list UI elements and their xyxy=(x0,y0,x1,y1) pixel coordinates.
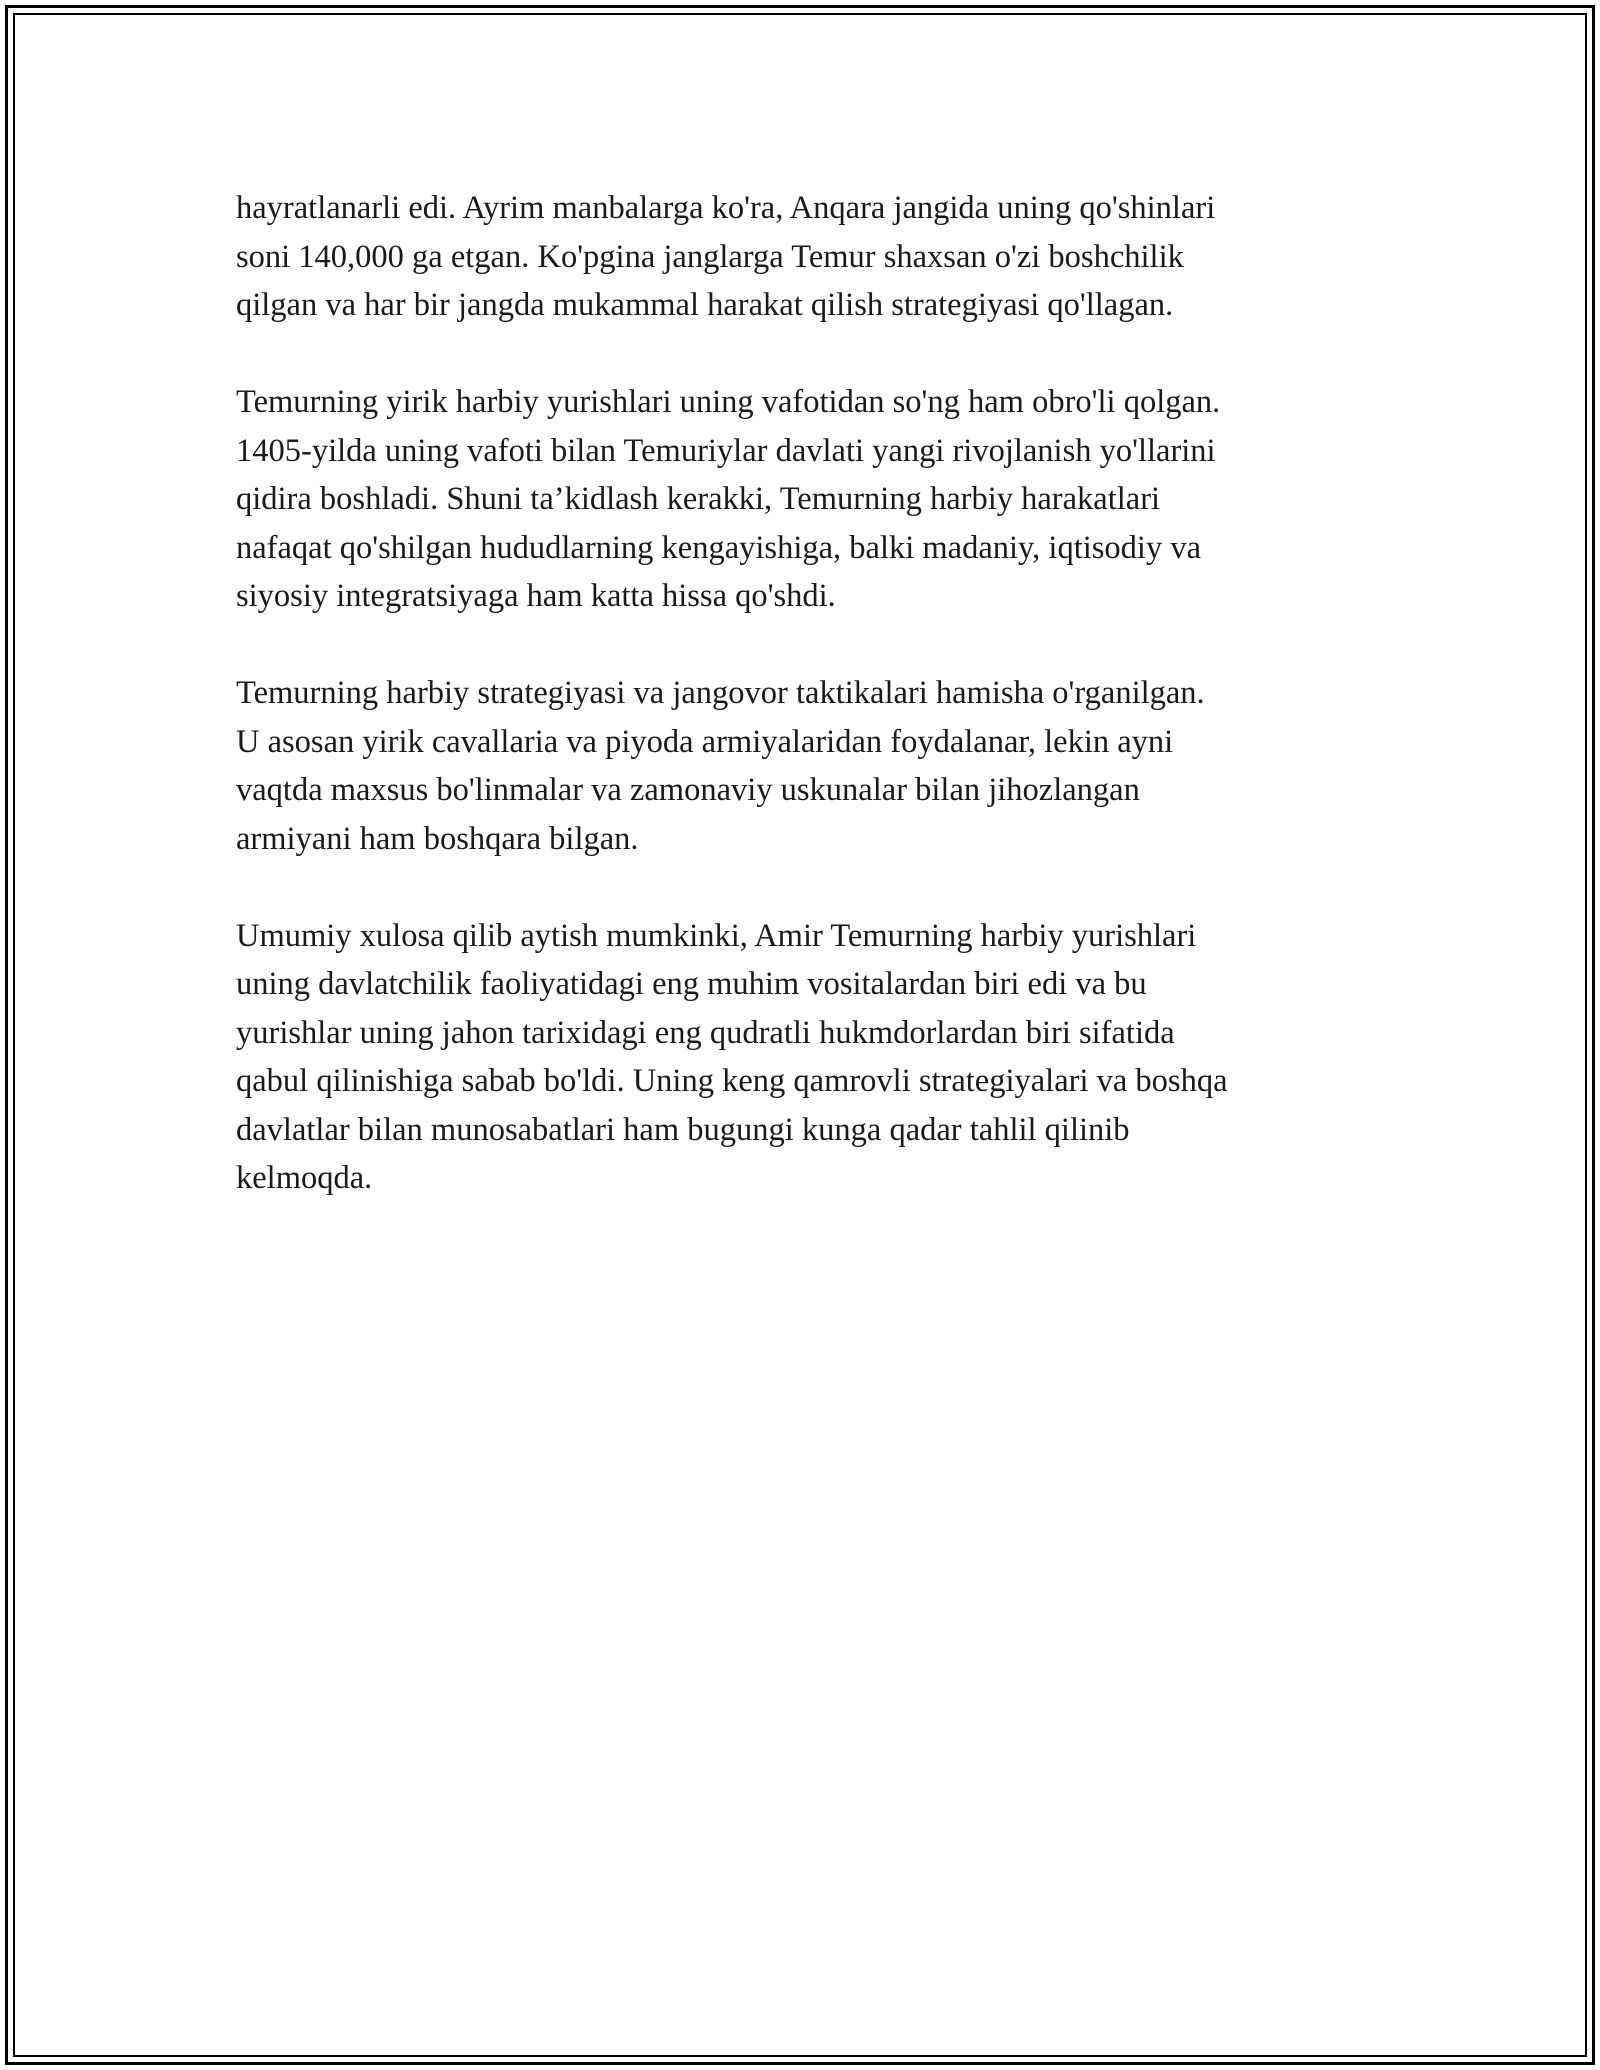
text-line: Temurning yirik harbiy yurishlari uning vafotidan so'ng ham obro'li qolgan. xyxy=(236,384,1221,420)
paragraph-3 xyxy=(236,669,1386,863)
text-line: qilgan va har bir jangda mukammal harakat qilish strategiyasi qo'llagan. xyxy=(236,287,1174,323)
text-line: hayratlanarli edi. Ayrim manbalarga ko'ra, Anqara jangida uning qo'shinlari xyxy=(236,190,1216,226)
text-line: soni 140,000 ga etgan. Ko'pgina janglarga Temur shaxsan o'zi boshchilik xyxy=(236,238,1184,275)
document-body xyxy=(236,184,1386,1251)
text-line: vaqtda maxsus bo'linmalar va zamonaviy uskunalar bilan jihozlangan xyxy=(236,772,1140,808)
text-line: nafaqat qo'shilgan hududlarning kengayishiga, balki madaniy, iqtisodiy va xyxy=(236,529,1202,566)
text-line: davlatlar bilan munosabatlari ham bugungi kunga qadar tahlil qilinib xyxy=(236,1111,1130,1148)
text-line: 1405-yilda uning vafoti bilan Temuriylar davlati yangi rivojlanish yo'llarini xyxy=(236,432,1216,469)
text-line: yurishlar uning jahon tarixidagi eng qudratli hukmdorlardan biri sifatida xyxy=(236,1014,1175,1051)
text-line: qabul qilinishiga sabab bo'ldi. Uning keng qamrovli strategiyalari va boshqa xyxy=(236,1063,1228,1099)
text-line: U asosan yirik cavallaria va piyoda armiyalaridan foydalanar, lekin ayni xyxy=(236,723,1174,760)
text-line: kelmoqda. xyxy=(236,1160,373,1196)
text-line: qidira boshladi. Shuni ta’kidlash kerakki, Temurning harbiy harakatlari xyxy=(236,481,1161,517)
text-line: armiyani ham boshqara bilgan. xyxy=(236,820,639,857)
paragraph-2 xyxy=(236,378,1386,621)
text-line: Umumiy xulosa qilib aytish mumkinki, Amir Temurning harbiy yurishlari xyxy=(236,917,1197,954)
text-line: Temurning harbiy strategiyasi va jangovor taktikalari hamisha o'rganilgan. xyxy=(236,675,1205,711)
paragraph-4 xyxy=(236,912,1386,1203)
paragraph-1 xyxy=(236,184,1386,330)
text-line: uning davlatchilik faoliyatidagi eng muhim vositalardan biri edi va bu xyxy=(236,966,1147,1002)
text-line: siyosiy integratsiyaga ham katta hissa qo'shdi. xyxy=(236,578,836,614)
